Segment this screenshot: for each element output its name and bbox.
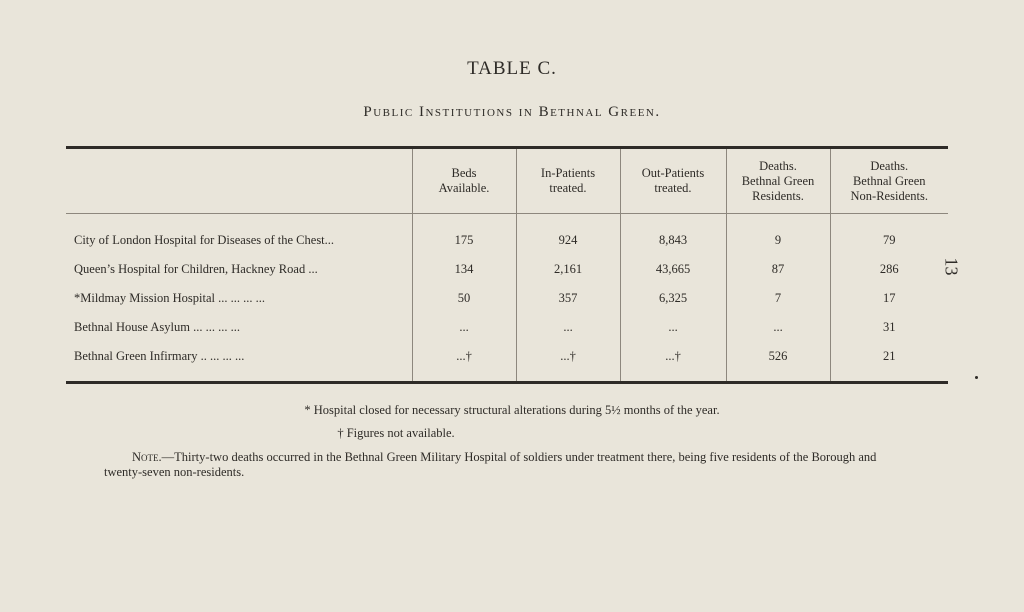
note-text: —Thirty-two deaths occurred in the Bethnal Green Military Hospital of soldiers under treatment there, being five residents of the Borough and twenty-seven non-residents.: [104, 450, 877, 479]
note-paragraph: [104, 450, 904, 480]
row-deaths-non-residents: 17: [830, 284, 948, 313]
row-deaths-non-residents: 79: [830, 226, 948, 255]
row-deaths-non-residents: 21: [830, 342, 948, 371]
row-out-patients: 8,843: [620, 226, 726, 255]
row-in-patients: ...†: [516, 342, 620, 371]
table-heading: Public Institutions in Bethnal Green.: [363, 104, 661, 120]
footnote-hospital-closed: * Hospital closed for necessary structural alterations during 5½ months of the year.: [304, 403, 720, 417]
row-deaths-residents: 7: [726, 284, 830, 313]
row-beds: ...: [412, 313, 516, 342]
print-speck: [975, 376, 978, 379]
spacer-row: [66, 371, 948, 383]
row-deaths-residents: 526: [726, 342, 830, 371]
row-out-patients: 43,665: [620, 255, 726, 284]
row-beds: ...†: [412, 342, 516, 371]
row-in-patients: 357: [516, 284, 620, 313]
table-row: [66, 342, 948, 371]
header-deaths-residents: Deaths. Bethnal Green Residents.: [726, 148, 830, 214]
row-name: Bethnal House Asylum ... ... ... ...: [74, 320, 240, 334]
row-in-patients: ...: [516, 313, 620, 342]
header-in-patients: In-Patients treated.: [516, 148, 620, 214]
table-row: [66, 255, 948, 284]
header-beds: Beds Available.: [412, 148, 516, 214]
row-deaths-non-residents: 31: [830, 313, 948, 342]
row-deaths-residents: 87: [726, 255, 830, 284]
row-beds: 175: [412, 226, 516, 255]
header-row: [66, 148, 948, 214]
row-out-patients: ...†: [620, 342, 726, 371]
row-beds: 50: [412, 284, 516, 313]
row-deaths-residents: 9: [726, 226, 830, 255]
note-lead: Note.: [132, 450, 162, 464]
row-in-patients: 924: [516, 226, 620, 255]
row-out-patients: 6,325: [620, 284, 726, 313]
footnote-figures-not-available: † Figures not available.: [337, 426, 455, 440]
spacer-row: [66, 214, 948, 227]
row-deaths-residents: ...: [726, 313, 830, 342]
row-name: City of London Hospital for Diseases of the Chest...: [74, 233, 335, 247]
row-name: *Mildmay Mission Hospital ... ... ... ...: [74, 291, 265, 305]
table-row: [66, 284, 948, 313]
row-out-patients: ...: [620, 313, 726, 342]
row-name: Queen’s Hospital for Children, Hackney Road ...: [74, 262, 318, 276]
row-name: Bethnal Green Infirmary .. ... ... ...: [74, 349, 245, 363]
table-row: [66, 226, 948, 255]
row-beds: 134: [412, 255, 516, 284]
page-number: 13: [941, 257, 962, 276]
table-row: [66, 313, 948, 342]
header-deaths-non-residents: Deaths. Bethnal Green Non-Residents.: [830, 148, 948, 214]
row-in-patients: 2,161: [516, 255, 620, 284]
table-label: TABLE C.: [467, 58, 557, 79]
header-institution: [66, 148, 412, 214]
row-deaths-non-residents: 286: [830, 255, 948, 284]
institutions-table: [66, 146, 948, 384]
header-out-patients: Out-Patients treated.: [620, 148, 726, 214]
